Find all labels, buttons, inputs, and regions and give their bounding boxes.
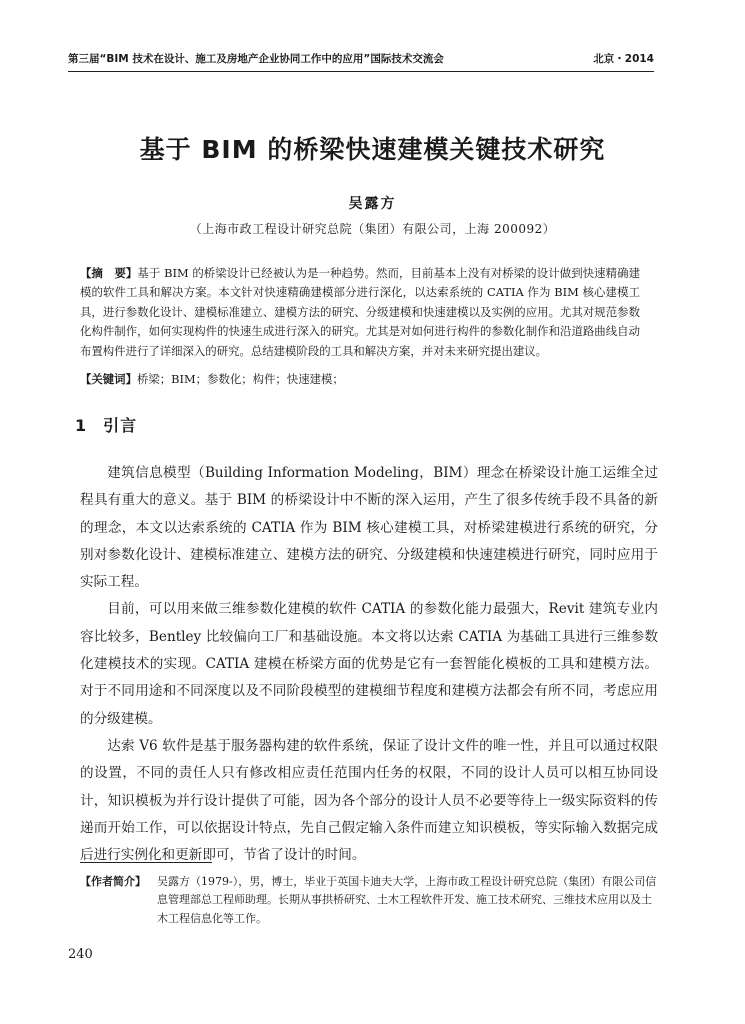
header-divider: [68, 71, 654, 72]
running-header: [68, 50, 654, 68]
paragraph: 目前，可以用来做三维参数化建模的软件 CATIA 的参数化能力最强大，Revit 建筑专业内容比较多，Bentley 比较偏向工厂和基础设施。本文将以达索 CATIA 为基础工具进行三维参数化建模技术的实现。CATIA 建模在桥梁方面的优势是它有一套智能化模板的工具和建模方法。对于不同用途和不同深度以及不同阶段模型的建模细节程度和建模方法都会有所不同，考虑应用的分级建模。: [80, 601, 658, 727]
footnote-text: 吴露方（1979-），男，博士，毕业于英国卡迪夫大学，上海市政工程设计研究总院（集团）有限公司信息管理部总工程师助理。长期从事拱桥研究、土木工程软件开发、施工技术研究、三维技术应用以及土木工程信息化等工作。: [157, 875, 657, 925]
keywords-label: 【关键词】: [80, 372, 137, 386]
author-footnote: [80, 873, 660, 928]
section-number: 1: [75, 416, 88, 435]
author-name: 吴露方: [348, 196, 397, 212]
section-title: 引言: [103, 416, 138, 435]
footnote-label: 【作者简介】: [80, 875, 146, 888]
author-affiliation: （上海市政工程设计研究总院（集团）有限公司，上海 200092）: [189, 222, 556, 236]
keywords: [80, 370, 640, 389]
paragraph: 建筑信息模型（Building Information Modeling，BIM）理念在桥梁设计施工运维全过程具有重大的意义。基于 BIM 的桥梁设计中不断的深入运用，产生了很多传统手段不具备的新的理念，本文以达索系统的 CATIA 作为 BIM 核心建模工具，对桥梁建模进行系统的研究，分别对参数化设计、建模标准建立、建模方法的研究、分级建模和快速建模进行研究，同时应用于实际工程。: [80, 465, 658, 591]
conference-name: 第三届“BIM 技术在设计、施工及房地产企业协同工作中的应用”国际技术交流会: [68, 53, 444, 65]
paper-title: 基于 BIM 的桥梁快速建模关键技术研究: [139, 135, 606, 164]
page-number: 240: [68, 947, 93, 962]
body-text: [80, 460, 658, 869]
conference-location-year: 北京・2014: [593, 53, 654, 65]
paragraph: 达索 V6 软件是基于服务器构建的软件系统，保证了设计文件的唯一性，并且可以通过权限的设置，不同的责任人只有修改相应责任范围内任务的权限，不同的设计人员可以相互协同设计，知识模板为并行设计提供了可能，因为各个部分的设计人员不必要等待上一级实际资料的传递而开始工作，可以依据设计特点，先自己假定输入条件而建立知识模板，等实际输入数据完成后进行实例化和更新即可，节省了设计的时间。: [80, 737, 658, 864]
section-heading: [75, 413, 137, 436]
abstract-label: 【摘 要】: [80, 266, 138, 280]
abstract-text: 基于 BIM 的桥梁设计已经被认为是一种趋势。然而，目前基本上没有对桥梁的设计做到快速精确建模的软件工具和解决方案。本文针对快速精确建模部分进行深化，以达索系统的 CATIA 作为 BIM 核心建模工具，进行参数化设计、建模标准建立、建模方法的研究、分级建模和快速建模以及实例的应用。尤其对规范参数化构件制作，如何实现构件的快速生成进行深入的研究。尤其是对如何进行构件的参数化制作和沿道路曲线自动布置构件进行了详细深入的研究。总结建模阶段的工具和解决方案，并对未来研究提出建议。: [80, 266, 640, 358]
footnote-divider: [80, 862, 212, 863]
abstract: [80, 264, 640, 361]
keywords-text: 桥梁；BIM；参数化；构件；快速建模；: [136, 372, 344, 386]
